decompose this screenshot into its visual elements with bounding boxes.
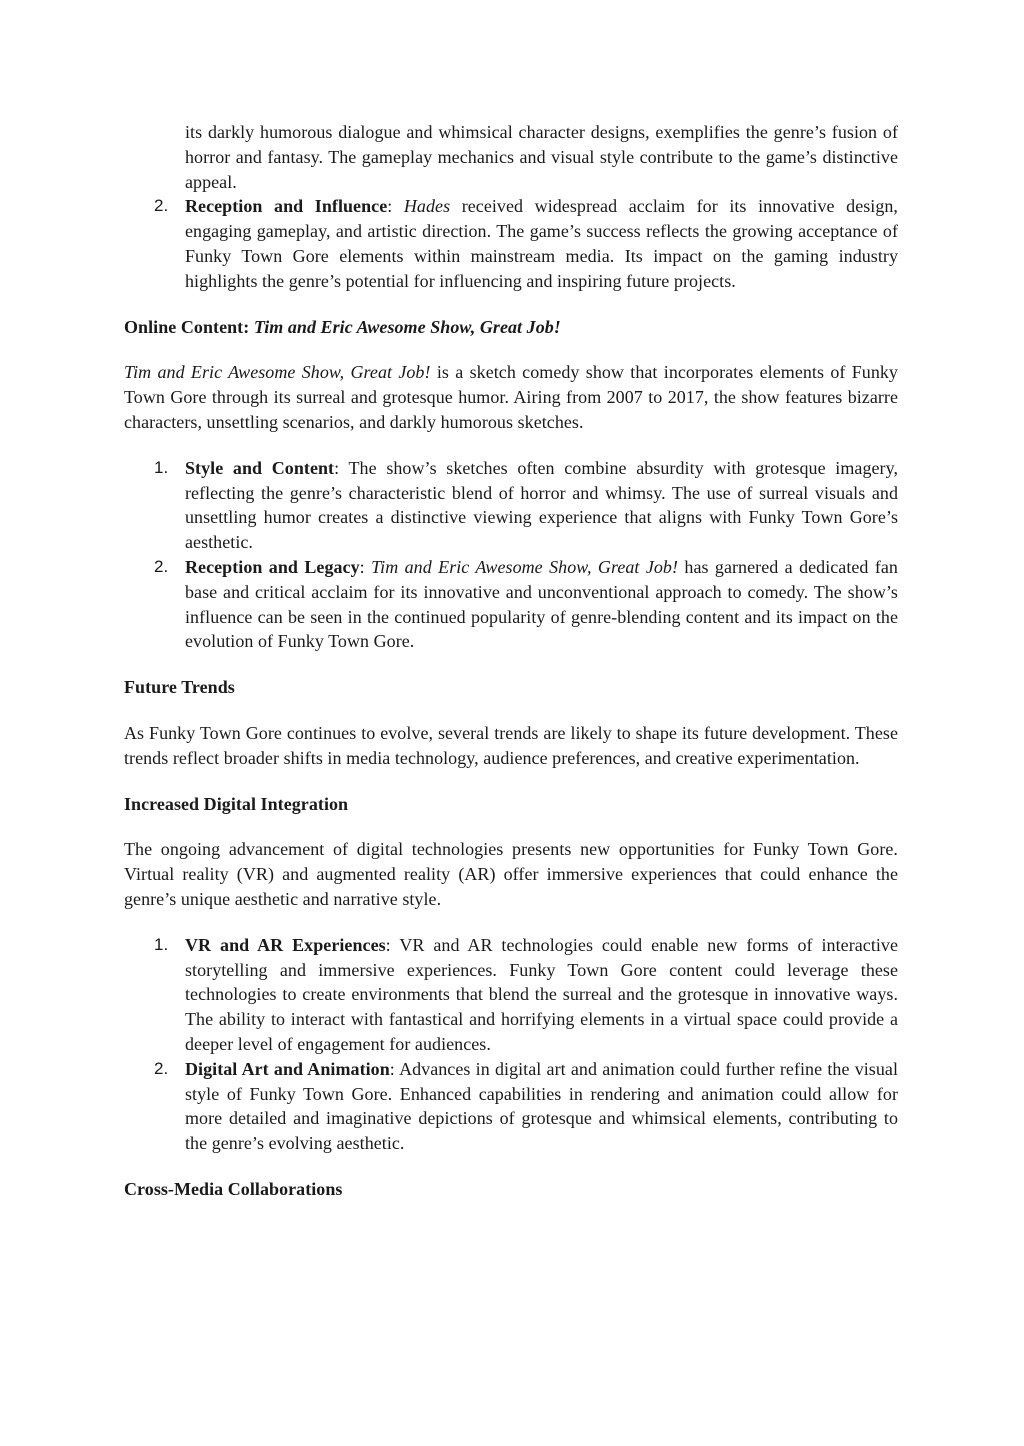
document-page [124,120,898,1202]
list-number: 2. [154,556,169,576]
list-item-separator: : [387,196,404,217]
list-item [124,456,898,555]
list-item-text: its darkly humorous dialogue and whimsical character designs, exemplifies the genre’s fusion of horror and fantasy. The gameplay mechanics and visual style contribute to the game’s distinctive appeal. [185,122,898,192]
heading-italic-title: Tim and Eric Awesome Show, Great Job! [253,316,561,337]
list-item-title: Reception and Influence [185,196,388,217]
list-item-separator: : [334,457,349,478]
list-item-text: The show’s sketches often combine absurdity with grotesque imagery, reflecting the genre’s characteristic blend of horror and whimsy. The use of surreal visuals and unsettling humor creates a distinctive viewing experience that aligns with Funky Town Gore’s aesthetic. [185,457,899,553]
list-number: 2. [154,196,169,216]
list-item-title: Digital Art and Animation [185,1058,390,1079]
list-item [124,194,898,293]
paragraph-italic-title: Tim and Eric Awesome Show, Great Job! [124,362,431,383]
list-item [124,555,898,654]
list-number: 1. [154,457,169,477]
list-item-text: Advances in digital art and animation could further refine the visual style of Funky Town Gore. Enhanced capabilities in rendering and animation could allow for more detailed and imaginative depictions of grotesque and whimsical elements, contributing to the genre’s evolving aesthetic. [185,1058,899,1154]
paragraph-digital-integration: The ongoing advancement of digital technologies presents new opportunities for Funky Town Gore. Virtual reality (VR) and augmented reality (AR) offer immersive experiences that could enhance the genre’s unique aesthetic and narrative style. [124,839,898,909]
list-item-title: Reception and Legacy [185,556,360,577]
list-item-text: received widespread acclaim for its innovative design, engaging gameplay, and artistic direction. The game’s success reflects the growing acceptance of Funky Town Gore elements within mainstream media. Its impact on the gaming industry highlights the genre’s potential for influencing and inspiring future projects. [185,196,898,291]
list-item-text: has garnered a dedicated fan base and critical acclaim for its innovative and unconventional approach to comedy. The show’s influence can be seen in the continued popularity of genre-blending content and its impact on the evolution of Funky Town Gore. [185,556,898,652]
list-item-italic: Tim and Eric Awesome Show, Great Job! [371,556,679,577]
list-item [124,933,898,1057]
list-item-separator: : [385,934,400,955]
list-item-separator: : [389,1058,400,1079]
paragraph-future-trends: As Funky Town Gore continues to evolve, several trends are likely to shape its future development. These trends reflect broader shifts in media technology, audience preferences, and creative experimentation. [124,722,898,768]
heading-prefix: Online Content: [124,316,254,337]
list-item-italic: Hades [403,196,451,217]
section-heading-digital-integration: Increased Digital Integration [124,793,349,814]
section-heading-cross-media: Cross-Media Collaborations [124,1178,343,1199]
list-number: 1. [154,934,169,954]
digital-integration-list [124,933,898,1156]
paragraph-text: is a sketch comedy show that incorporates elements of Funky Town Gore through its surreal and grotesque humor. Airing from 2007 to 2017, the show features bizarre characters, unsettling scenarios, and darkly humorous sketches. [124,362,898,432]
section-heading-online-content [124,315,898,340]
paragraph-online-intro [124,360,898,434]
online-content-list [124,456,898,654]
list-item [124,1057,898,1156]
section-heading-future-trends: Future Trends [124,677,235,698]
list-item-text: VR and AR technologies could enable new forms of interactive storytelling and immersive experiences. Funky Town Gore content could leverage these technologies to create environments that blend the surreal and the grotesque in innovative ways. The ability to interact with fantastical and horrifying elements in a virtual space could provide a deeper level of engagement for audiences. [185,934,899,1054]
list-item-separator: : [359,556,372,577]
list-item-continuation [124,120,898,194]
list-item-title: VR and AR Experiences [185,934,386,955]
list-item-title: Style and Content [185,457,335,478]
list-number: 2. [154,1058,169,1078]
